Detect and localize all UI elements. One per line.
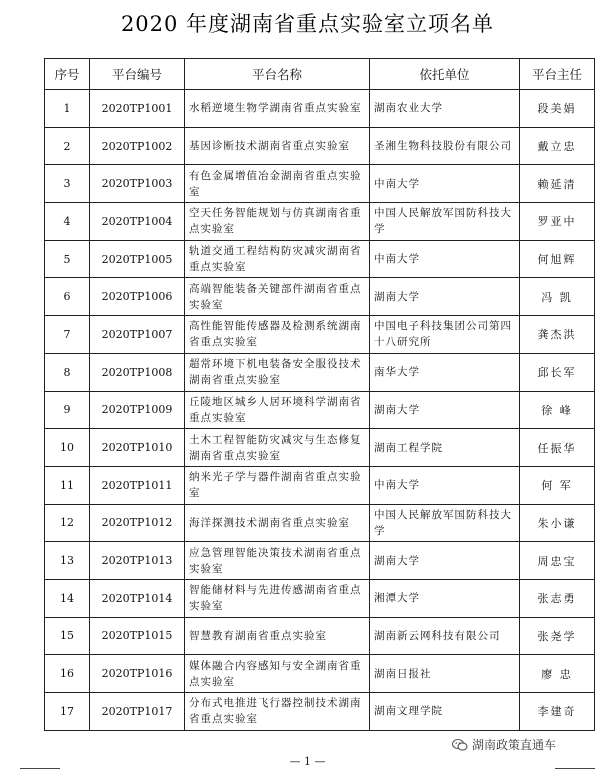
cell-host-unit: 湖南农业大学 [370,90,520,128]
cell-platform-code: 2020TP1016 [90,655,185,693]
cell-platform-name: 分布式电推进飞行器控制技术湖南省重点实验室 [185,693,370,731]
cell-platform-code: 2020TP1001 [90,90,185,128]
cell-host-unit: 圣湘生物科技股份有限公司 [370,127,520,165]
table-row [45,655,595,693]
cell-platform-code: 2020TP1003 [90,165,185,203]
header-host-unit: 依托单位 [370,59,520,90]
cell-index: 9 [45,391,90,429]
cell-director: 冯 凯 [520,278,595,316]
cell-director: 龚杰洪 [520,316,595,354]
cell-platform-name: 空天任务智能规划与仿真湖南省重点实验室 [185,203,370,241]
cell-index: 6 [45,278,90,316]
cell-director: 周忠宝 [520,542,595,580]
cell-director: 徐 峰 [520,391,595,429]
cell-platform-code: 2020TP1017 [90,693,185,731]
cell-platform-name: 应急管理智能决策技术湖南省重点实验室 [185,542,370,580]
cell-host-unit: 湖南大学 [370,278,520,316]
cell-platform-code: 2020TP1008 [90,353,185,391]
cell-host-unit: 湖南新云网科技有限公司 [370,617,520,655]
header-platform-name: 平台名称 [185,59,370,90]
table-row [45,127,595,165]
cell-platform-name: 丘陵地区城乡人居环境科学湖南省重点实验室 [185,391,370,429]
cell-director: 何旭辉 [520,240,595,278]
cell-platform-name: 智能储材料与先进传感湖南省重点实验室 [185,579,370,617]
cell-platform-code: 2020TP1014 [90,579,185,617]
cell-host-unit: 湖南大学 [370,391,520,429]
cell-platform-name: 智慧教育湖南省重点实验室 [185,617,370,655]
cell-index: 17 [45,693,90,731]
table-row [45,353,595,391]
cell-platform-code: 2020TP1010 [90,429,185,467]
table-row [45,579,595,617]
cell-index: 11 [45,466,90,504]
cell-platform-name: 土木工程智能防灾减灾与生态修复湖南省重点实验室 [185,429,370,467]
cell-platform-code: 2020TP1006 [90,278,185,316]
cell-index: 2 [45,127,90,165]
cell-platform-name: 轨道交通工程结构防灾减灾湖南省重点实验室 [185,240,370,278]
cell-director: 朱小谦 [520,504,595,542]
cell-director: 张尧学 [520,617,595,655]
cell-platform-name: 纳米光子学与器件湖南省重点实验室 [185,466,370,504]
table-row [45,240,595,278]
cell-index: 1 [45,90,90,128]
cell-index: 8 [45,353,90,391]
footer-line-left [20,768,60,769]
header-director: 平台主任 [520,59,595,90]
cell-host-unit: 湖南日报社 [370,655,520,693]
cell-platform-name: 海洋探测技术湖南省重点实验室 [185,504,370,542]
cell-platform-name: 基因诊断技术湖南省重点实验室 [185,127,370,165]
cell-index: 13 [45,542,90,580]
cell-platform-code: 2020TP1005 [90,240,185,278]
table-row [45,542,595,580]
cell-host-unit: 中国人民解放军国防科技大学 [370,203,520,241]
wechat-icon [452,738,468,752]
cell-director: 段美娟 [520,90,595,128]
table-row [45,617,595,655]
page-number: — 1 — [289,755,326,768]
cell-platform-code: 2020TP1011 [90,466,185,504]
cell-platform-name: 媒体融合内容感知与安全湖南省重点实验室 [185,655,370,693]
cell-platform-code: 2020TP1013 [90,542,185,580]
cell-director: 邱长军 [520,353,595,391]
watermark [452,736,612,753]
project-list-table [44,58,595,731]
cell-host-unit: 中南大学 [370,165,520,203]
cell-platform-name: 超常环境下机电装备安全服役技术湖南省重点实验室 [185,353,370,391]
cell-director: 廖 忠 [520,655,595,693]
cell-index: 12 [45,504,90,542]
cell-host-unit: 湖南大学 [370,542,520,580]
cell-platform-code: 2020TP1007 [90,316,185,354]
table-row [45,203,595,241]
header-platform-code: 平台编号 [90,59,185,90]
cell-platform-name: 高端智能装备关键部件湖南省重点实验室 [185,278,370,316]
cell-index: 5 [45,240,90,278]
table-row [45,429,595,467]
cell-host-unit: 中南大学 [370,466,520,504]
cell-director: 何 军 [520,466,595,504]
header-index: 序号 [45,59,90,90]
cell-host-unit: 湘潭大学 [370,579,520,617]
cell-index: 3 [45,165,90,203]
cell-platform-code: 2020TP1012 [90,504,185,542]
cell-host-unit: 中国电子科技集团公司第四十八研究所 [370,316,520,354]
cell-host-unit: 湖南工程学院 [370,429,520,467]
table-row [45,90,595,128]
table-row [45,504,595,542]
table-row [45,165,595,203]
cell-index: 16 [45,655,90,693]
cell-director: 罗亚中 [520,203,595,241]
watermark-text: 湖南政策直通车 [472,738,557,752]
cell-index: 15 [45,617,90,655]
cell-platform-code: 2020TP1009 [90,391,185,429]
cell-director: 任振华 [520,429,595,467]
cell-host-unit: 南华大学 [370,353,520,391]
cell-index: 10 [45,429,90,467]
cell-host-unit: 湖南文理学院 [370,693,520,731]
table-row [45,693,595,731]
table-row [45,316,595,354]
cell-index: 14 [45,579,90,617]
cell-platform-code: 2020TP1004 [90,203,185,241]
cell-host-unit: 中南大学 [370,240,520,278]
cell-platform-name: 高性能智能传感器及检测系统湖南省重点实验室 [185,316,370,354]
cell-index: 4 [45,203,90,241]
cell-platform-name: 水稻逆境生物学湖南省重点实验室 [185,90,370,128]
cell-platform-code: 2020TP1002 [90,127,185,165]
table-row [45,278,595,316]
cell-director: 李建奇 [520,693,595,731]
cell-director: 戴立忠 [520,127,595,165]
cell-platform-name: 有色金属增值冶金湖南省重点实验室 [185,165,370,203]
table-header-row [45,59,595,90]
footer-line-right [555,768,595,769]
cell-host-unit: 中国人民解放军国防科技大学 [370,504,520,542]
cell-index: 7 [45,316,90,354]
page-title: 2020 年度湖南省重点实验室立项名单 [120,12,495,36]
cell-director: 赖延清 [520,165,595,203]
cell-platform-code: 2020TP1015 [90,617,185,655]
table-row [45,466,595,504]
table-row [45,391,595,429]
cell-director: 张志勇 [520,579,595,617]
